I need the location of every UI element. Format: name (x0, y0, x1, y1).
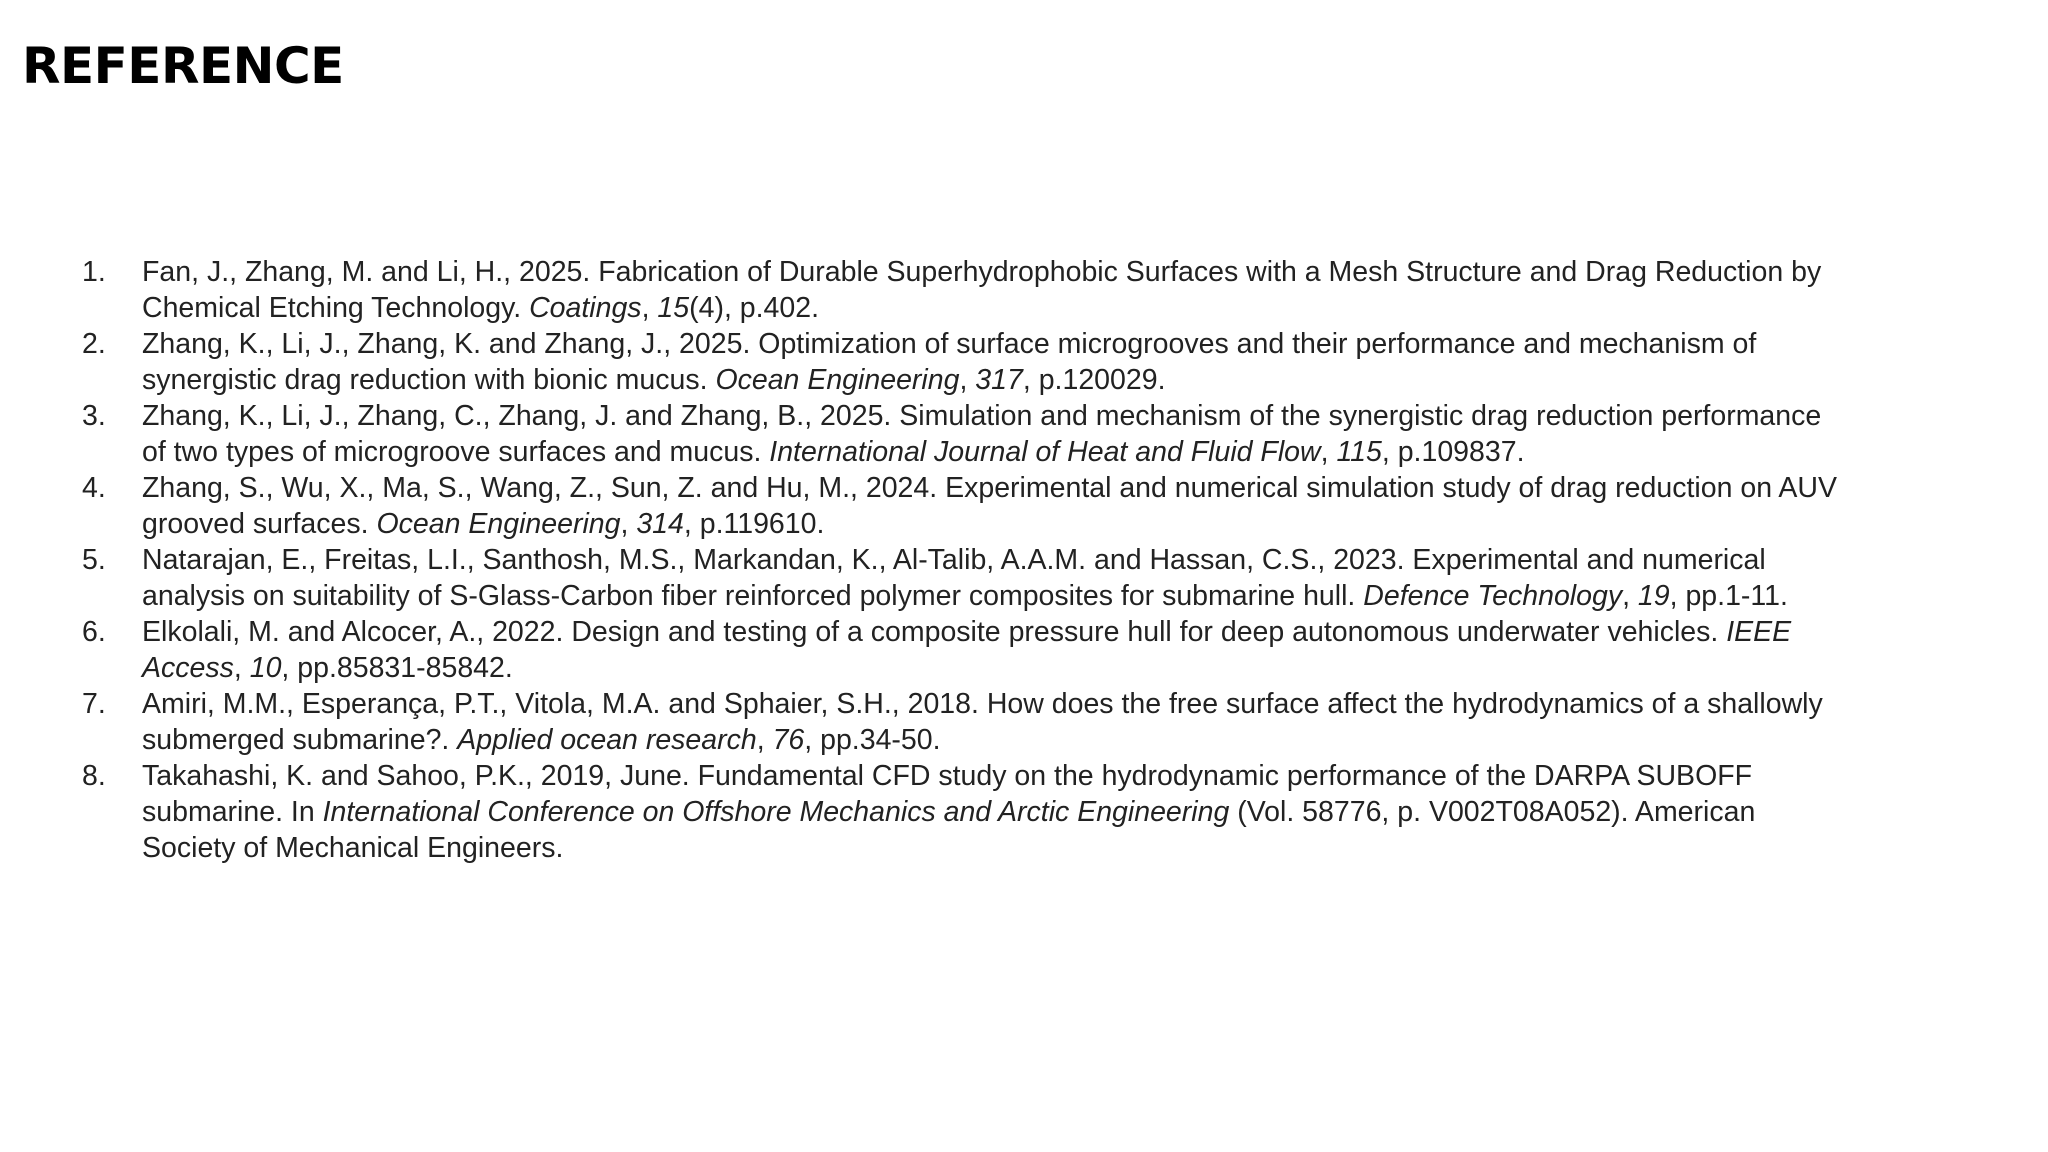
reference-pages: , p.109837. (1381, 436, 1525, 468)
reference-journal: International Journal of Heat and Fluid Flow (769, 436, 1321, 468)
reference-authors-title: Amiri, M.M., Esperança, P.T., Vitola, M.A. and Sphaier, S.H., 2018. How does the free surface affect the hydrodynamics of a shallowly submerged submarine?. (142, 688, 1823, 756)
reference-number: 7. (82, 688, 106, 720)
reference-journal: IEEE Access (142, 616, 1792, 684)
reference-item-4 (82, 470, 1842, 542)
reference-item-5 (82, 542, 1842, 614)
reference-item-1 (82, 254, 1842, 326)
reference-journal: Applied ocean research (457, 724, 757, 756)
reference-authors-title: Zhang, K., Li, J., Zhang, K. and Zhang, J., 2025. Optimization of surface microgrooves and their performance and mechanism of synergistic drag reduction with bionic mucus. (142, 328, 1757, 396)
reference-pages: (Vol. 58776, p. V002T08A052). American Society of Mechanical Engineers. (142, 796, 1756, 864)
reference-volume: 317 (975, 364, 1023, 396)
reference-volume: 76 (772, 724, 805, 756)
reference-item-7 (82, 686, 1842, 758)
reference-separator: , (641, 292, 658, 324)
reference-separator: , (959, 364, 976, 396)
reference-journal: International Conference on Offshore Mechanics and Arctic Engineering (322, 796, 1230, 828)
reference-journal: Ocean Engineering (376, 508, 621, 540)
reference-item-3 (82, 398, 1842, 470)
reference-pages: , p.119610. (683, 508, 825, 540)
reference-separator: , (620, 508, 637, 540)
reference-volume: 314 (636, 508, 684, 540)
reference-separator: , (756, 724, 773, 756)
reference-item-2 (82, 326, 1842, 398)
reference-list (82, 254, 1842, 866)
reference-journal: Defence Technology (1363, 580, 1623, 612)
reference-number: 6. (82, 616, 106, 648)
reference-number: 8. (82, 760, 106, 792)
reference-pages: , pp.1-11. (1669, 580, 1788, 612)
reference-separator: , (1320, 436, 1337, 468)
reference-pages: , p.120029. (1022, 364, 1166, 396)
reference-number: 4. (82, 472, 106, 504)
reference-authors-title: Zhang, S., Wu, X., Ma, S., Wang, Z., Sun, Z. and Hu, M., 2024. Experimental and numerical simulation study of drag reduction on AUV grooved surfaces. (142, 472, 1837, 540)
reference-pages: (4), p.402. (689, 292, 820, 324)
reference-authors-title: Natarajan, E., Freitas, L.I., Santhosh, M.S., Markandan, K., Al-Talib, A.A.M. and Hassan, C.S., 2023. Experimental and numerical analysis on suitability of S-Glass-Carbon fiber reinforced polymer composites for submarine hull. (142, 544, 1766, 612)
reference-volume: 115 (1336, 436, 1382, 468)
page-title: REFERENCE (22, 37, 344, 95)
reference-number: 1. (82, 256, 106, 288)
reference-number: 2. (82, 328, 106, 360)
reference-authors-title: Zhang, K., Li, J., Zhang, C., Zhang, J. and Zhang, B., 2025. Simulation and mechanism of the synergistic drag reduction performance of two types of microgroove surfaces and mucus. (142, 400, 1822, 468)
reference-number: 5. (82, 544, 106, 576)
reference-volume: 19 (1637, 580, 1670, 612)
reference-journal: Ocean Engineering (715, 364, 960, 396)
reference-separator: , (233, 652, 250, 684)
reference-volume: 10 (249, 652, 282, 684)
reference-pages: , pp.34-50. (804, 724, 941, 756)
reference-journal: Coatings (529, 292, 642, 324)
reference-item-8 (82, 758, 1842, 866)
reference-volume: 15 (657, 292, 690, 324)
reference-number: 3. (82, 400, 106, 432)
reference-item-6 (82, 614, 1842, 686)
reference-separator: , (1622, 580, 1638, 612)
reference-authors-title: Fan, J., Zhang, M. and Li, H., 2025. Fabrication of Durable Superhydrophobic Surfaces with a Mesh Structure and Drag Reduction by Chemical Etching Technology. (142, 256, 1822, 324)
reference-pages: , pp.85831-85842. (281, 652, 513, 684)
reference-authors-title: Takahashi, K. and Sahoo, P.K., 2019, June. Fundamental CFD study on the hydrodynamic performance of the DARPA SUBOFF submarine. In (142, 760, 1753, 828)
reference-authors-title: Elkolali, M. and Alcocer, A., 2022. Design and testing of a composite pressure hull for deep autonomous underwater vehicles. (142, 616, 1727, 648)
